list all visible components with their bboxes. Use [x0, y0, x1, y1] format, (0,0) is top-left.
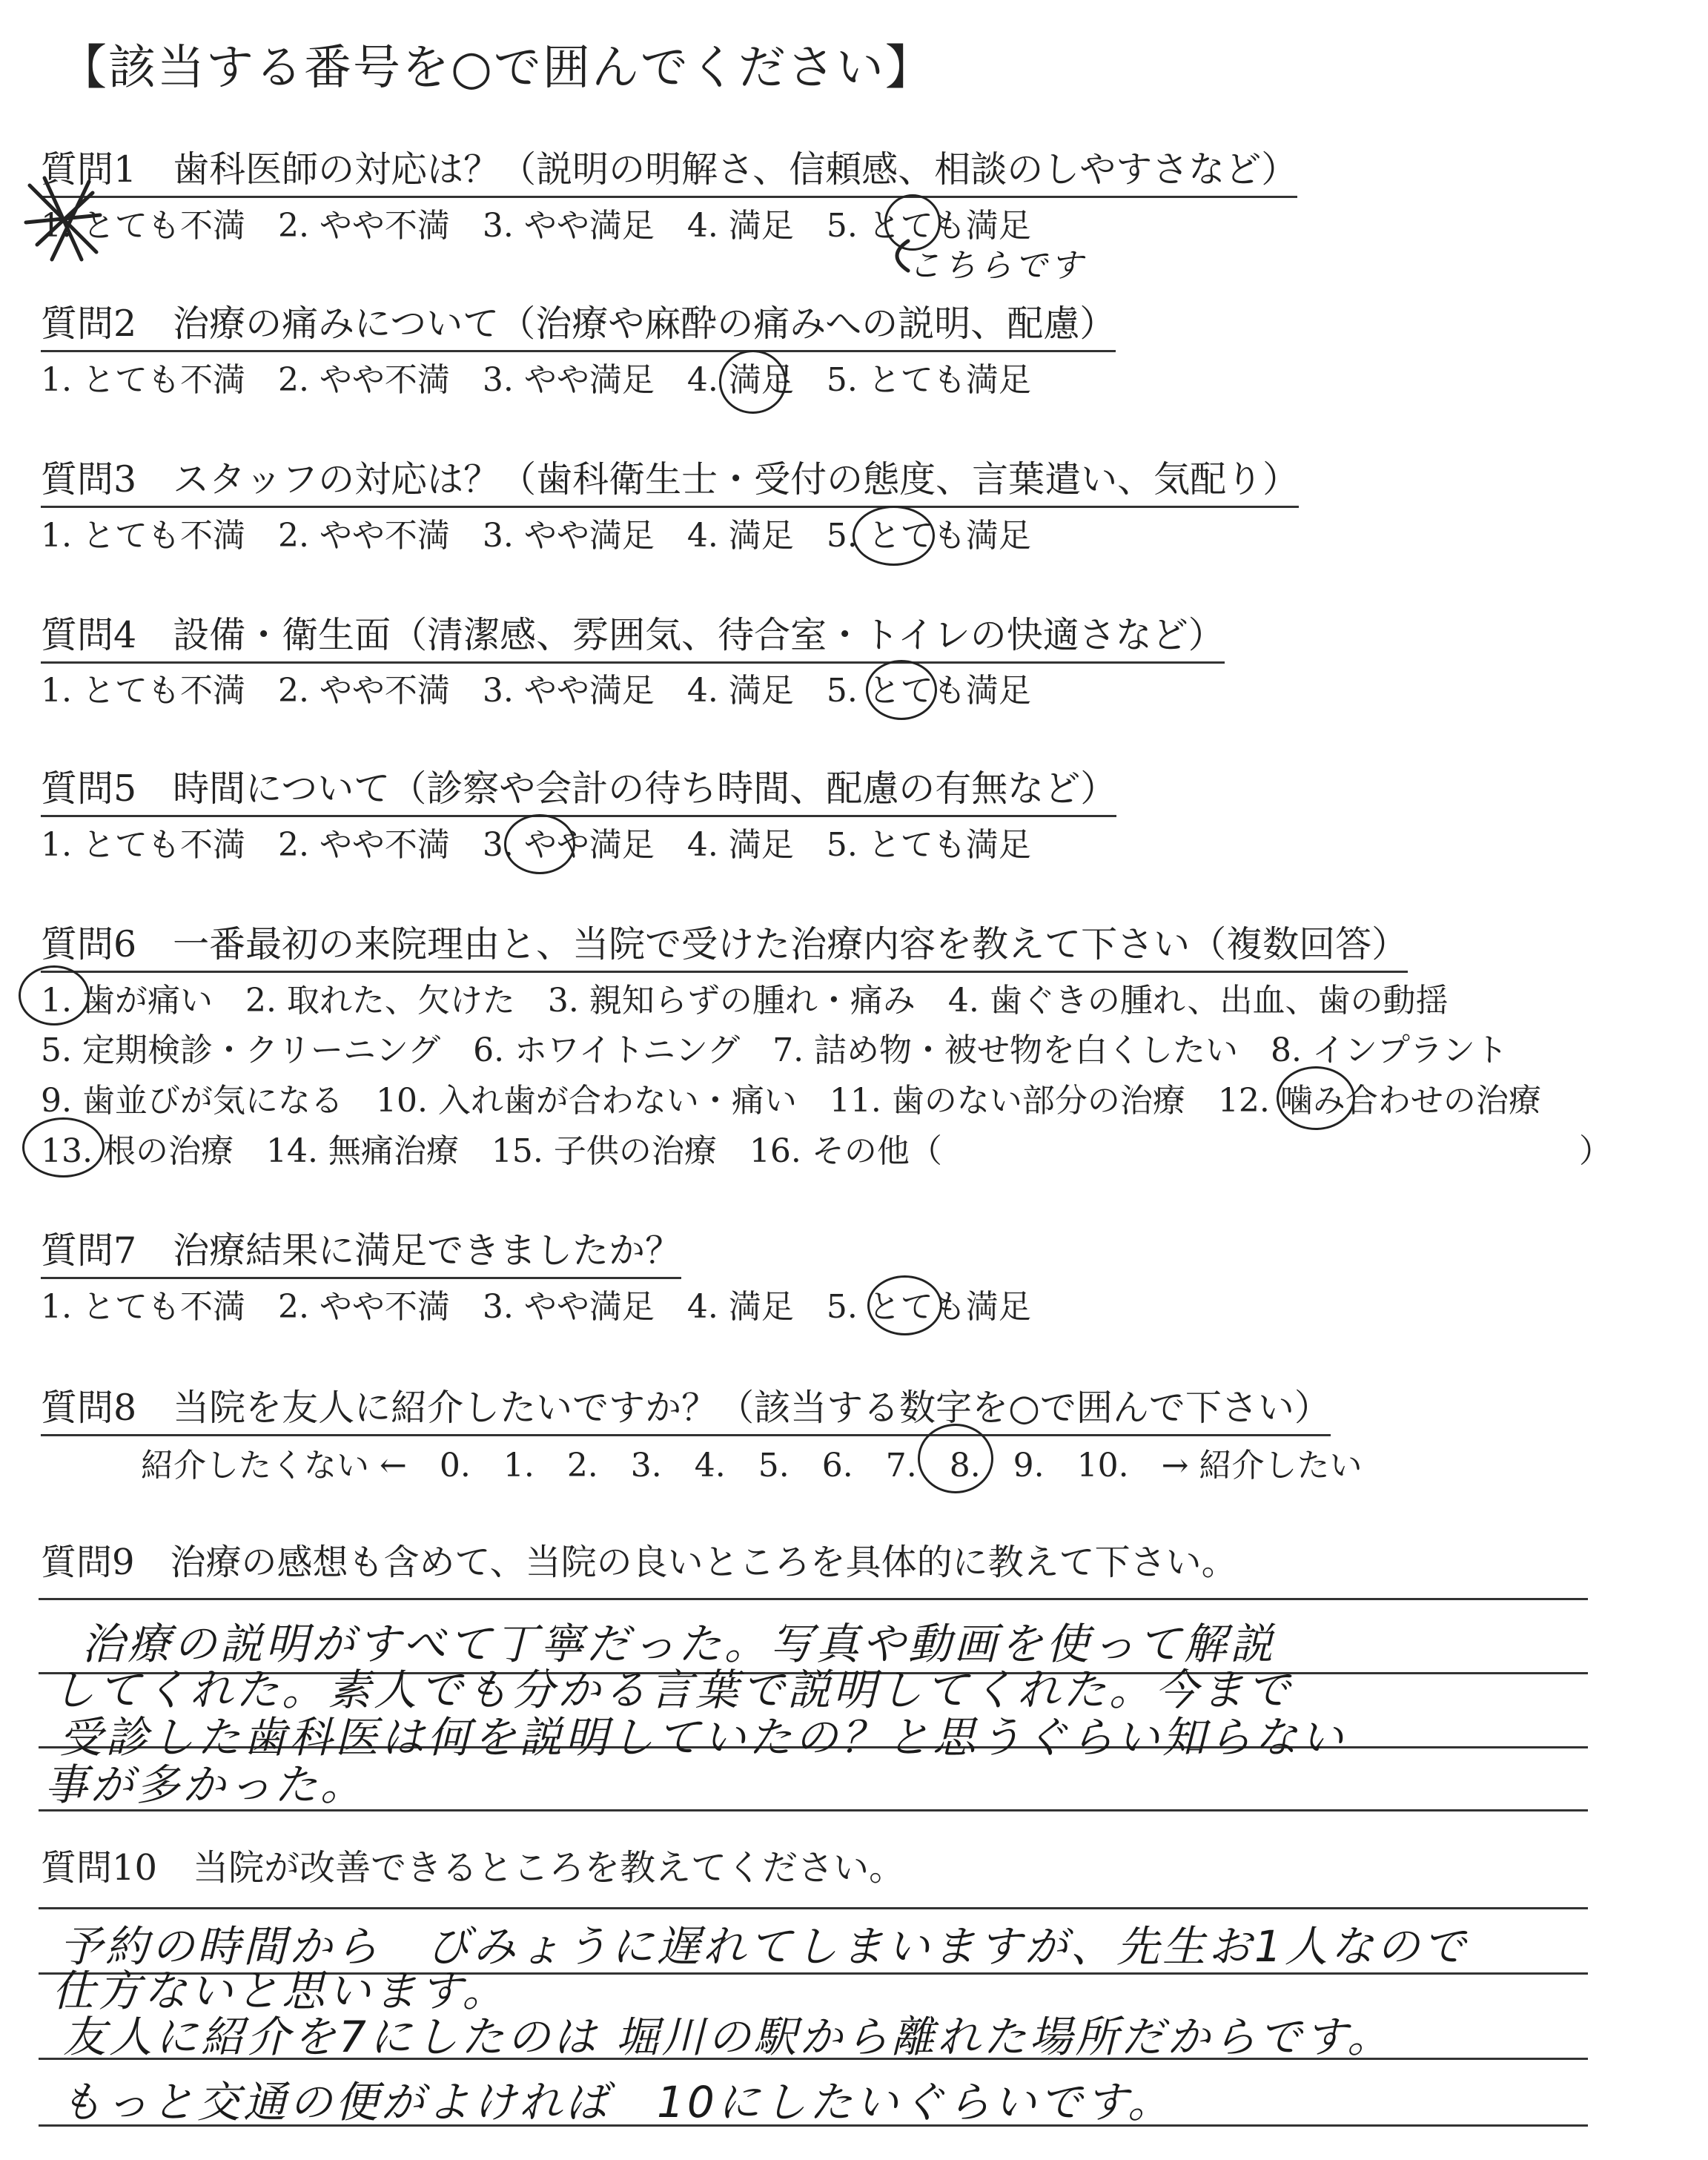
- q8-scale[interactable]: 紹介したくない ← 0. 1. 2. 3. 4. 5. 6. 7. 8. 9. 10. → 紹介したい: [141, 1447, 1363, 1484]
- q6-other-close: ）: [1579, 1132, 1612, 1170]
- q1-note: こちらです: [908, 247, 1086, 285]
- q6-question: 質問6 一番最初の来院理由と、当院で受けた治療内容を教えて下さい（複数回答）: [41, 916, 1408, 973]
- q7-options[interactable]: 1. とても不満 2. やや不満 3. やや満足 4. 満足 5. とても満足: [41, 1288, 1031, 1326]
- q10-question: 質問10 当院が改善できるところを教えてください。: [41, 1847, 905, 1889]
- q9-answer-line: 受診した歯科医は何を説明していたの？と思うぐらい知らない: [59, 1712, 1347, 1763]
- q10-answer-line: もっと交通の便がよければ 10にしたいぐらいです。: [59, 2077, 1174, 2127]
- q5-options[interactable]: 1. とても不満 2. やや不満 3. やや満足 4. 満足 5. とても満足: [41, 826, 1031, 864]
- q9-answer-line: 治療の説明がすべて丁寧だった。写真や動画を使って解説: [82, 1619, 1276, 1669]
- q4-options[interactable]: 1. とても不満 2. やや不満 3. やや満足 4. 満足 5. とても満足: [41, 672, 1031, 710]
- q10-answer-line: 仕方ないと思います。: [52, 1966, 509, 2016]
- q3-question: 質問3 スタッフの対応は？（歯科衛生士・受付の態度、言葉遣い、気配り）: [41, 451, 1299, 508]
- q6-options-line1[interactable]: 1. 歯が痛い 2. 取れた、欠けた 3. 親知らずの腫れ・痛み 4. 歯ぐきの腫れ、出血、歯の動揺: [41, 982, 1449, 1020]
- q6-options-line3[interactable]: 9. 歯並びが気になる 10. 入れ歯が合わない・痛い 11. 歯のない部分の治療 12. 噛み合わせの治療: [41, 1082, 1541, 1120]
- q2-question: 質問2 治療の痛みについて（治療や麻酔の痛みへの説明、配慮）: [41, 295, 1116, 352]
- q1-question: 質問1 歯科医師の対応は？（説明の明解さ、信頼感、相談のしやすさなど）: [41, 141, 1297, 198]
- q6-options-line4[interactable]: 13. 根の治療 14. 無痛治療 15. 子供の治療 16. その他（: [41, 1132, 942, 1170]
- q8-question: 質問8 当院を友人に紹介したいですか？（該当する数字を○で囲んで下さい）: [41, 1379, 1331, 1436]
- q9-question: 質問9 治療の感想も含めて、当院の良いところを具体的に教えて下さい。: [41, 1542, 1237, 1583]
- q5-question: 質問5 時間について（診察や会計の待ち時間、配慮の有無など）: [41, 760, 1116, 817]
- q1-options[interactable]: 1. とても不満 2. やや不満 3. やや満足 4. 満足 5. とても満足: [41, 207, 1031, 245]
- q6-options-line2[interactable]: 5. 定期検診・クリーニング 6. ホワイトニング 7. 詰め物・被せ物を白くしたい 8. インプラント: [41, 1031, 1509, 1069]
- q2-options[interactable]: 1. とても不満 2. やや不満 3. やや満足 4. 満足 5. とても満足: [41, 361, 1031, 399]
- q9-answer-line: してくれた。素人でも分かる言葉で説明してくれた。今まで: [52, 1665, 1294, 1715]
- q10-answer-line: 友人に紹介を7にしたのは 堀川の駅から離れた場所だからです。: [63, 2012, 1394, 2062]
- q9-answer-line: 事が多かった。: [44, 1760, 367, 1810]
- q7-question: 質問7 治療結果に満足できましたか？: [41, 1222, 681, 1279]
- page-title: 【該当する番号を○で囲んでください】: [59, 41, 934, 96]
- q4-question: 質問4 設備・衛生面（清潔感、雰囲気、待合室・トイレの快適さなど）: [41, 607, 1225, 664]
- q10-answer-line: 予約の時間から びみょうに遅れてしまいますが、先生お1人なので: [59, 1921, 1469, 1972]
- q3-options[interactable]: 1. とても不満 2. やや不満 3. やや満足 4. 満足 5. とても満足: [41, 517, 1031, 555]
